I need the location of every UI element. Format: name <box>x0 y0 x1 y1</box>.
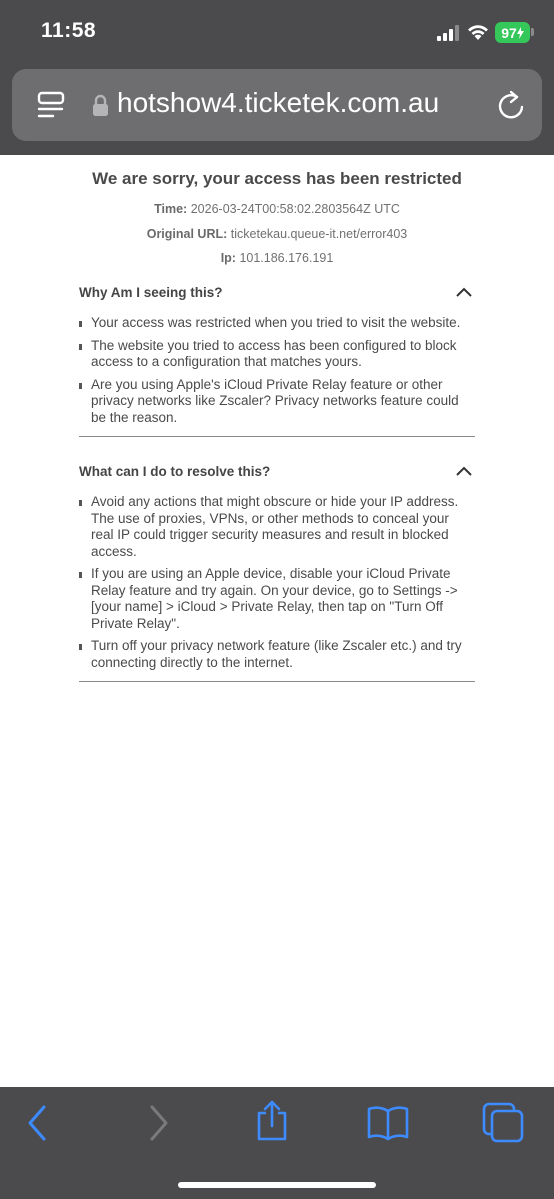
home-indicator <box>178 1182 376 1188</box>
original-url-value: ticketekau.queue-it.net/error403 <box>230 227 408 241</box>
reader-icon[interactable] <box>36 90 66 120</box>
lock-icon <box>92 94 109 117</box>
bottom-toolbar <box>0 1087 554 1199</box>
info-ip <box>0 251 554 265</box>
list-item: If you are using an Apple device, disable your iCloud Private Relay feature and try again. On your device, go to Settings -> [your name] > iCloud > Private Relay, then tap on "Turn Off Private Relay". <box>79 566 475 632</box>
list-item: Your access was restricted when you tried to visit the website. <box>79 315 475 332</box>
ip-value: 101.186.176.191 <box>239 251 334 265</box>
ip-label: Ip: <box>220 251 236 265</box>
bookmarks-icon[interactable] <box>366 1105 410 1141</box>
section-resolve <box>79 464 475 682</box>
section-divider <box>79 436 475 437</box>
battery-indicator <box>495 22 530 43</box>
section-resolve-list <box>79 494 475 671</box>
list-item: Are you using Apple's iCloud Private Relay feature or other privacy networks like Zscaler? Privacy networks feature could be the reason. <box>79 377 475 427</box>
time-value: 2026-03-24T00:58:02.2803564Z UTC <box>190 202 400 216</box>
share-icon[interactable] <box>254 1099 290 1141</box>
url-text[interactable]: hotshow4.ticketek.com.au <box>117 87 440 118</box>
chevron-up-icon[interactable] <box>456 466 472 476</box>
section-why <box>79 285 475 437</box>
section-divider <box>79 681 475 682</box>
forward-icon[interactable] <box>144 1103 172 1143</box>
url-bar[interactable] <box>12 69 542 141</box>
charging-bolt-icon <box>517 27 524 39</box>
reload-icon[interactable] <box>496 89 526 121</box>
status-time: 11:58 <box>41 19 97 42</box>
tabs-icon[interactable] <box>481 1101 525 1143</box>
chevron-up-icon[interactable] <box>456 287 472 297</box>
original-url-label: Original URL: <box>146 227 228 241</box>
wifi-icon <box>467 23 489 41</box>
section-resolve-header[interactable] <box>79 464 475 484</box>
page-title: We are sorry, your access has been restricted <box>92 169 462 188</box>
back-icon[interactable] <box>24 1103 52 1143</box>
list-item: Avoid any actions that might obscure or hide your IP address. The use of proxies, VPNs, or other methods to conceal your real IP could trigger security measures and result in blocked access. <box>79 494 475 560</box>
page-content <box>0 155 554 1087</box>
info-time <box>0 202 554 216</box>
section-why-header[interactable] <box>79 285 475 305</box>
signal-icon <box>437 25 459 41</box>
section-why-title: Why Am I seeing this? <box>79 285 223 300</box>
section-resolve-title: What can I do to resolve this? <box>79 464 271 479</box>
time-label: Time: <box>154 202 188 216</box>
top-chrome <box>0 0 554 155</box>
section-why-list <box>79 315 475 426</box>
battery-cap <box>531 28 534 36</box>
battery-level: 97 <box>501 24 517 41</box>
list-item: Turn off your privacy network feature (like Zscaler etc.) and try connecting directly to the internet. <box>79 638 475 671</box>
info-original-url <box>0 227 554 241</box>
list-item: The website you tried to access has been configured to block access to a configuration that matches yours. <box>79 338 475 371</box>
